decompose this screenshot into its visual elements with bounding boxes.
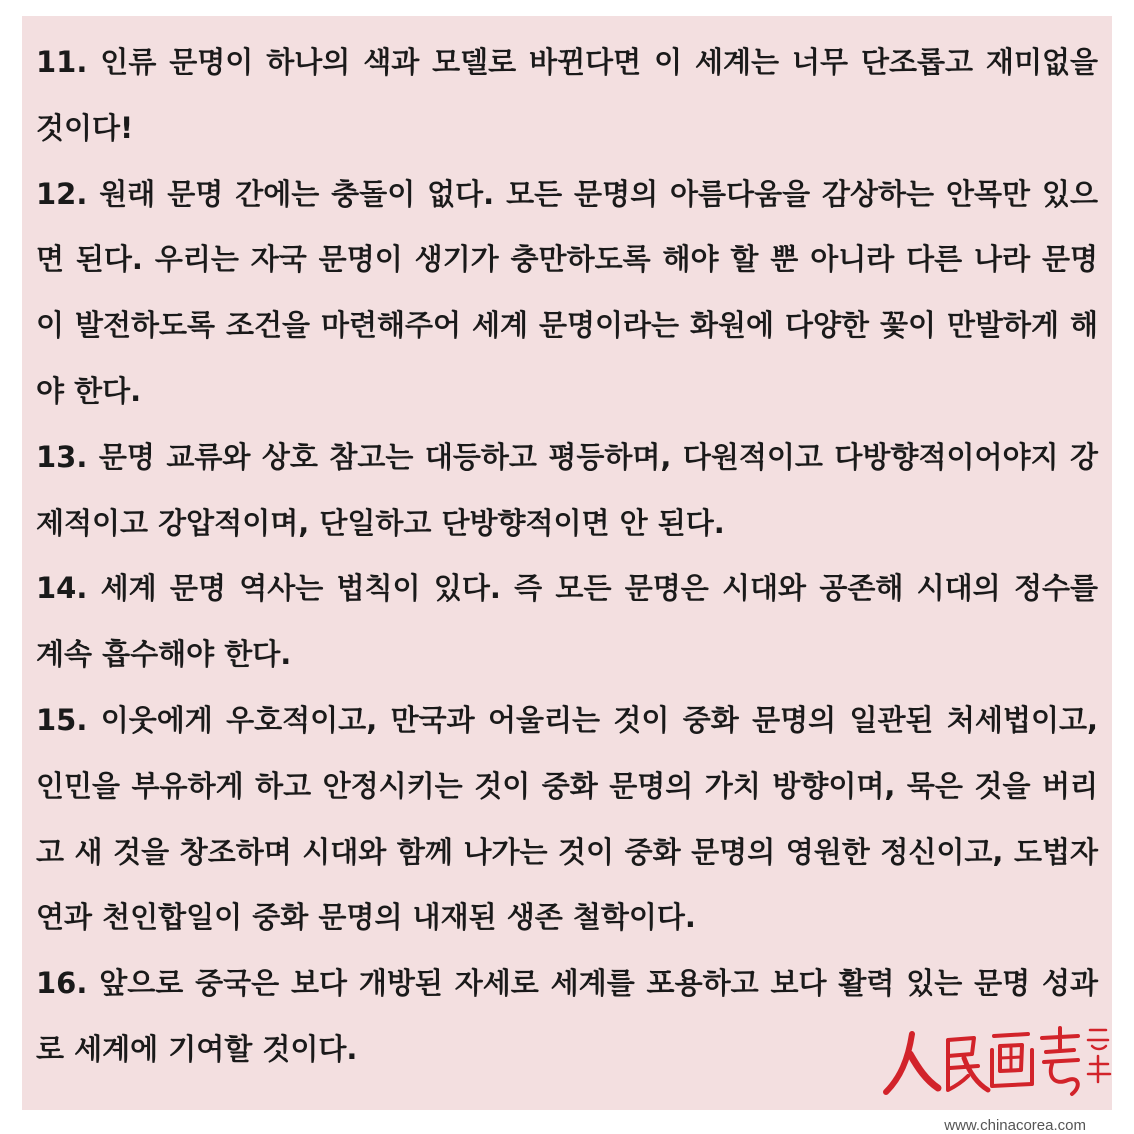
paragraph-16: 16. 앞으로 중국은 보다 개방된 자세로 세계를 포용하고 보다 활력 있는 문명 성과로 세계에 기여할 것이다.	[36, 966, 1098, 1066]
paragraph-15: 15. 이웃에게 우호적이고, 만국과 어울리는 것이 중화 문명의 일관된 처세법이고, 인민을 부유하게 하고 안정시키는 것이 중화 문명의 가치 방향이며, 묵은 것을 버리고 새 것을 창조하며 시대와 함께 나가는 것이 중화 문명의 영원한 정신이고, 도법자연과 천인합일이 중화 문명의 내재된 생존 철학이다.	[36, 702, 1098, 935]
paragraph-14: 14. 세계 문명 역사는 법칙이 있다. 즉 모든 문명은 시대와 공존해 시대의 정수를 계속 흡수해야 한다.	[36, 571, 1098, 672]
calligraphy-logo-icon	[882, 1020, 1112, 1110]
paragraph-13: 13. 문명 교류와 상호 참고는 대등하고 평등하며, 다원적이고 다방향적이어야지 강제적이고 강압적이며, 단일하고 단방향적이면 안 된다.	[36, 439, 1098, 540]
logo-url: www.chinacorea.com	[944, 1117, 1086, 1134]
article-text	[36, 30, 1098, 1083]
text-panel	[22, 16, 1112, 1110]
peoples-pictorial-logo	[882, 1020, 1112, 1110]
paragraph-12: 12. 원래 문명 간에는 충돌이 없다. 모든 문명의 아름다움을 감상하는 안목만 있으면 된다. 우리는 자국 문명이 생기가 충만하도록 해야 할 뿐 아니라 다른 나라 문명이 발전하도록 조건을 마련해주어 세계 문명이라는 화원에 다양한 꽃이 만발하게 해야 한다.	[36, 176, 1098, 408]
paragraph-11: 11. 인류 문명이 하나의 색과 모델로 바뀐다면 이 세계는 너무 단조롭고 재미없을 것이다!	[36, 45, 1098, 145]
